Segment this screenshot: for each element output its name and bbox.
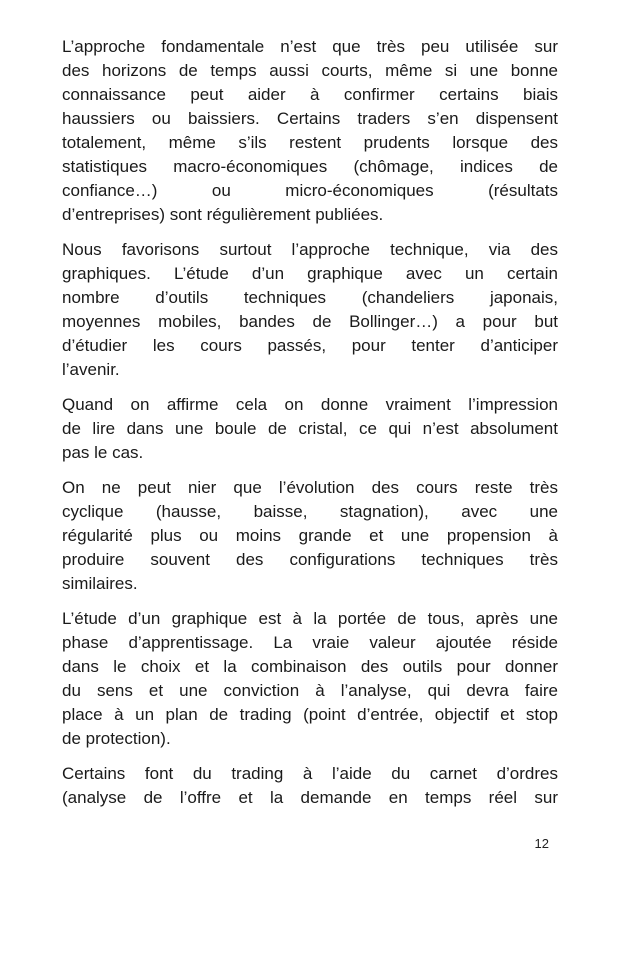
text-line: nombre d’outils techniques (chandeliers japonais,: [62, 288, 558, 307]
page-body: [62, 35, 558, 821]
text-line: du sens et une conviction à l’analyse, qui devra faire: [62, 681, 558, 700]
text-line: place à un plan de trading (point d’entrée, objectif et stop: [62, 705, 558, 724]
paragraph: [62, 607, 558, 751]
text-line: de protection).: [62, 729, 171, 748]
text-line: régularité plus ou moins grande et une propension à: [62, 526, 558, 545]
text-line: totalement, même s’ils restent prudents lorsque des: [62, 133, 558, 152]
text-line: l’avenir.: [62, 360, 120, 379]
text-line: confiance…) ou micro-économiques (résultats: [62, 181, 558, 200]
text-line: de lire dans une boule de cristal, ce qui n’est absolument: [62, 419, 558, 438]
text-line: L’étude d’un graphique est à la portée de tous, après une: [62, 609, 558, 628]
text-line: graphiques. L’étude d’un graphique avec un certain: [62, 264, 558, 283]
text-line: phase d’apprentissage. La vraie valeur ajoutée réside: [62, 633, 558, 652]
paragraph: [62, 762, 558, 810]
text-line: haussiers ou baissiers. Certains traders s’en dispensent: [62, 109, 558, 128]
text-line: similaires.: [62, 574, 138, 593]
paragraph: [62, 238, 558, 382]
text-line: Quand on affirme cela on donne vraiment l’impression: [62, 395, 558, 414]
text-line: L’approche fondamentale n’est que très peu utilisée sur: [62, 37, 558, 56]
text-line: des horizons de temps aussi courts, même si une bonne: [62, 61, 558, 80]
text-line: (analyse de l’offre et la demande en temps réel sur: [62, 788, 558, 807]
text-line: pas le cas.: [62, 443, 144, 462]
text-line: moyennes mobiles, bandes de Bollinger…) a pour but: [62, 312, 558, 331]
text-line: produire souvent des configurations techniques très: [62, 550, 558, 569]
text-line: Certains font du trading à l’aide du carnet d’ordres: [62, 764, 558, 783]
text-line: Nous favorisons surtout l’approche technique, via des: [62, 240, 558, 259]
paragraph: [62, 393, 558, 465]
text-line: d’entreprises) sont régulièrement publiées.: [62, 205, 384, 224]
text-line: connaissance peut aider à confirmer certains biais: [62, 85, 558, 104]
paragraph: [62, 476, 558, 596]
text-line: cyclique (hausse, baisse, stagnation), avec une: [62, 502, 558, 521]
text-line: d’étudier les cours passés, pour tenter d’anticiper: [62, 336, 558, 355]
page-number: 12: [534, 836, 549, 851]
text-line: statistiques macro-économiques (chômage, indices de: [62, 157, 558, 176]
paragraph: [62, 35, 558, 227]
text-line: dans le choix et la combinaison des outils pour donner: [62, 657, 558, 676]
text-line: On ne peut nier que l’évolution des cours reste très: [62, 478, 558, 497]
